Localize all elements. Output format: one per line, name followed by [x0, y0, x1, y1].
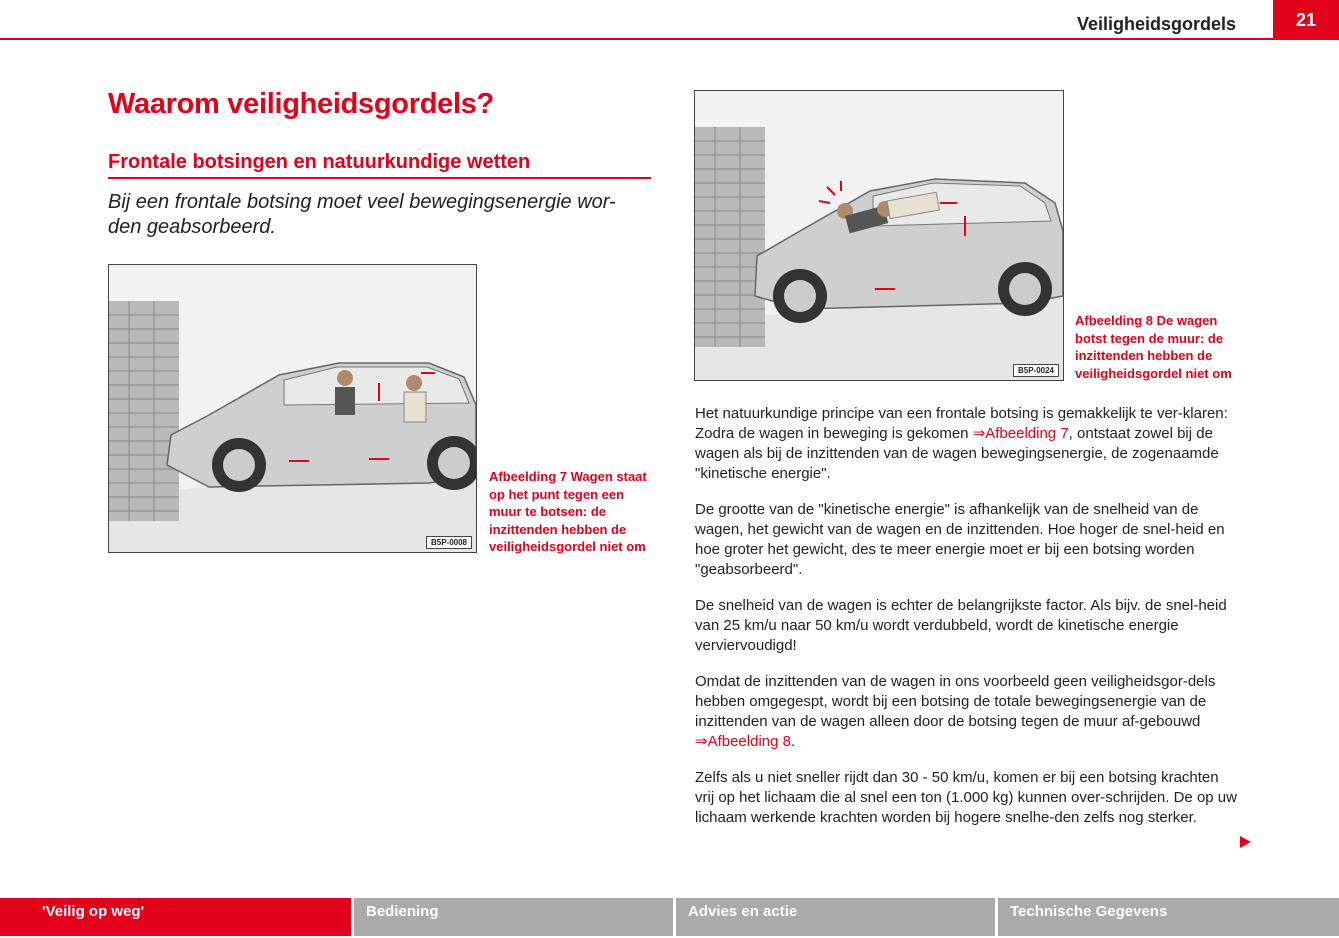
figure-7-caption: [489, 468, 659, 556]
header-rule: [0, 38, 1273, 40]
page-number: 21: [1273, 0, 1339, 40]
paragraph-4: [695, 672, 1240, 752]
car-crash-illustration: [695, 91, 1063, 380]
paragraph-1-text-b: , ontstaat zowel bij de wagen als bij de inzittenden van de wagen bewegingsenergie, de zogenaamde "kinetische energie".: [695, 425, 1219, 482]
figure-7: [108, 264, 477, 553]
paragraph-1-text-a: Het natuurkundige principe van een frontale botsing is gemakkelijk te ver-klaren: Zodra de wagen in beweging is gekomen: [695, 405, 1228, 442]
figure-8-caption-text: De wagen botst tegen de muur: de inzittenden hebben de veiligheidsgordel niet om: [1075, 313, 1232, 381]
figure-8-caption-prefix: Afbeelding 8: [1075, 313, 1154, 328]
paragraph-4-text-b: .: [790, 733, 796, 750]
figure-7-link[interactable]: ⇒Afbeelding 7: [972, 425, 1069, 442]
paragraph-3: De snelheid van de wagen is echter de belangrijkste factor. Als bijv. de snel-heid van 25 km/u naar 50 km/u wordt verdubbeld, wordt de kinetische energie verviervoudigd!: [695, 597, 1227, 654]
paragraph-1: [695, 404, 1240, 484]
figure-7-code: B5P-0008: [426, 536, 472, 549]
section-heading: Frontale botsingen en natuurkundige wetten: [108, 151, 531, 173]
tab-veilig-op-weg[interactable]: 'Veilig op weg': [0, 898, 351, 936]
footer-nav: [0, 898, 1339, 938]
lead-text: Bij een frontale botsing moet veel bewegingsenergie wor-den geabsorbeerd.: [108, 191, 616, 238]
paragraph-5: Zelfs als u niet sneller rijdt dan 30 - 50 km/u, komen er bij een botsing krachten vrij op het lichaam die al snel een ton (1.000 kg) kunnen over-schrijden. De op uw lichaam werkende krachten worden bij hogere snelhe-den zelfs nog sterker.: [695, 769, 1237, 826]
car-before-crash-illustration: [109, 265, 476, 552]
tab-technische-gegevens[interactable]: Technische Gegevens: [998, 898, 1339, 936]
figure-8-caption: [1075, 312, 1250, 382]
figure-8: [694, 90, 1064, 381]
page-heading: Waarom veiligheidsgordels?: [108, 88, 494, 120]
section-rule: [108, 177, 651, 179]
tab-bediening[interactable]: Bediening: [354, 898, 673, 936]
tab-advies-en-actie[interactable]: Advies en actie: [676, 898, 995, 936]
header-title: Veiligheidsgordels: [1076, 14, 1236, 34]
figure-8-code: B5P-0024: [1013, 364, 1059, 377]
figure-7-caption-text: Wagen staat op het punt tegen een muur te botsen: de inzittenden hebben de veiligheidsgordel niet om: [489, 469, 647, 554]
paragraph-4-text-a: Omdat de inzittenden van de wagen in ons voorbeeld geen veiligheidsgor-dels hebben omgegespt, wordt bij een botsing de totale bewegingsenergie van de inzittenden van de wagen alleen door de botsing tegen de muur af-gebouwd: [695, 673, 1216, 730]
figure-8-link[interactable]: ⇒Afbeelding 8: [695, 733, 791, 750]
body-text: [695, 404, 1240, 844]
figure-7-caption-prefix: Afbeelding 7: [489, 469, 568, 484]
paragraph-2: De grootte van de "kinetische energie" is afhankelijk van de snelheid van de wagen, het gewicht van de wagen en de inzittenden. Hoe hoger de snel-heid en hoe groter het gewicht, des te meer energie moet er bij een botsing worden "geabsorbeerd".: [695, 501, 1225, 578]
next-page-arrow-icon[interactable]: [1240, 836, 1251, 848]
